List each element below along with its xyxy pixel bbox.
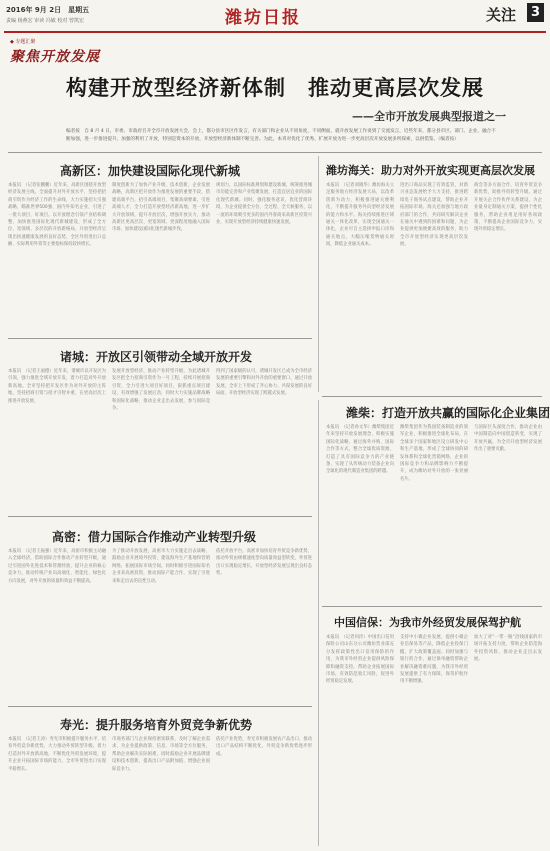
article-title-gaoxin: 高新区：加快建设国际化现代新城 xyxy=(60,164,241,178)
masthead-rule xyxy=(4,31,546,33)
article-title-customs: 潍坊海关：助力对外开放实现更高层次发展 xyxy=(326,164,535,177)
article-title-weichai: 潍柴：打造开放共赢的国际化企业集团 xyxy=(346,406,550,420)
column-divider xyxy=(318,610,319,846)
issue-date: 2016年 9月 2日 星期五 xyxy=(6,6,90,14)
article-column: 支持中小微企业发展，提供小微企业信保易等产品，降低企业投保门槛，扩大政策覆盖面。同时加强与银行的合作，通过保单融资帮助企业解决融资难问题，为我市外经贸发展提供了有力保障，保驾护航作用不断增强。 xyxy=(400,635,468,685)
page-headline: 构建开放型经济新体制 推动更高层次发展 xyxy=(66,75,484,100)
article-divider xyxy=(8,706,312,707)
article-column: 本报讯 （记者刘晓华）潍坊海关立足服务地方经济发展大局，以改革创新为动力，积极推进通关便利化，不断提升服务外向型经济发展的能力和水平。海关持续推进区域通关一体化改革，实现全国通关一体化，企业可自主选择申报口岸和通关地点，大幅压缩货物通关时间，降低企业通关成本。 xyxy=(326,183,394,248)
article-column: 加大了对“一带一路”沿线国家的市场开拓支持力度，帮助企业防范海外投资风险，推动企业走出去发展。 xyxy=(474,635,542,663)
article-column: 本报讯 （记者王福德）近年来，诸城市以开发区为引领，强力推进全域开放开发，着力打造对外开放新高地。全市坚持把开发区作为对外开放的主阵地，坚持招商引资与招才引智并重，在更高层次上推进开放发展。 xyxy=(8,369,106,404)
editor-credits: 责编 杨燕宏 审读 冯敏 校对 曾凯宏 xyxy=(6,18,84,24)
article-column: 得到了国家级的认可，诸城开发区已成为全市经济发展的重要引擎和对外开放的重要窗口，通过开放发展，全市上下形成了齐心协力、共谋发展的良好局面，开放型经济实现了跨越式发展。 xyxy=(216,369,312,397)
article-column: 潍柴集团作为我国装备制造业的领军企业，积极推进全球化布局，在全球多个国家和地区设立研发中心和生产基地，形成了全球协同的研发体系和全球化营销网络，企业的国际竞争力和品牌影响力不断提升，成为潍坊对外开放的一张亮丽名片。 xyxy=(400,425,468,482)
article-column: 本报讯 （记者王振强）近年来，高密市积极主动融入全球经济，借助国际合作推动产业转型升级，通过引进国外先进技术和管理经验，提升企业的核心竞争力，推动传统产业向高端化、智能化、绿色化方向发展，对外开放的质量和效益不断提高。 xyxy=(8,549,106,584)
section-name: 关注 xyxy=(486,6,517,24)
header-divider xyxy=(8,152,542,153)
masthead xyxy=(0,0,550,34)
article-column: 发展开放型经济，推动产业转型升级，为此诸城开发区把全力招商引资作为一号工程，持续开展招商引资，全力引进大项目好项目，狠抓重点项目建设，有效增强了发展后劲，同时大力实施品牌战略和国际化战略，推动企业走出去发展，参与国际竞争。 xyxy=(112,369,210,412)
article-column: 进出口商品实现了有效监管，对新兴业态发展给予大力支持，推进跨境电子商务试点建设，帮助企业开拓国际市场。海关还加强与地方政府部门的合作，共同研究解决企业在通关中遇到的困难和问题，为企业提供更加便捷高效的服务，助力全市开放型经济实现更高层次发展。 xyxy=(400,183,468,248)
article-divider xyxy=(322,396,542,397)
newspaper-logo: 潍坊日报 xyxy=(225,8,301,28)
feature-tag: ◆ 专题汇聚 xyxy=(10,39,36,45)
article-column: 为了推动开放发展，高密市大力实施走出去战略，鼓励企业开展境外投资，建设海外生产基地和营销网络，拓展国际市场空间，同时积极引进国际知名企业来高密投资，推动国际产能合作，实现了引进来和走出去的良性互动。 xyxy=(112,549,210,584)
column-divider xyxy=(318,156,319,392)
article-title-shouguang: 寿光：提升服务培育外贸竞争新优势 xyxy=(60,718,253,732)
editor-note: 编者按 自 8 月 4 日，市委、市政府召开全市开放发展大会，会上，都分县市区区作发言，有关部门和企业从不同角度，不同侧面，就开放发展工作谈到了交流发言，近些年来，都分县市区、部门、企业、融合不断加强，进一步推进提升，加强的利用了开放，特别是资本的开放，开放型经济新体制不断完善。为此，本刊对优化了优秀、扩展开放为进一步更高层次开放发展多所探索，以供借鉴。（编者按） xyxy=(66,129,496,142)
feature-kicker: 聚焦开放发展 xyxy=(10,49,100,65)
article-column: 依托产业优势，寿光市积极发展农产品出口，推动出口产品结构不断优化，外贸竞争新优势逐步形成。 xyxy=(216,737,312,757)
article-title-zhucheng: 诸城：开放区引领带动全域开放开发 xyxy=(60,350,253,364)
article-divider xyxy=(8,338,312,339)
article-column: 依托开放平台，高密市加快培育外贸竞争新优势，推动外贸由规模速度型向质量效益型转变，外贸进出口实现稳定增长，开放型经济发展呈现出良好态势。 xyxy=(216,549,312,577)
article-title-sinosure: 中国信保：为我市外经贸发展保驾护航 xyxy=(334,616,521,629)
article-title-gaomi: 高密：借力国际合作推动产业转型升级 xyxy=(52,530,257,544)
column-divider xyxy=(318,400,319,610)
article-column: 与国际巨头深度合作，推动企业由中国制造向中国创造转变，实现了开放共赢，为全市开放型经济发展作出了重要贡献。 xyxy=(474,425,542,453)
article-column: 本报讯 （记者何洋）中国出口信用保险公司山东分公司潍坊营业部充分发挥政策性出口信用保险的作用，为我市外经贸企业提供风险保障和融资支持，帮助企业拓展国际市场，有效防范收汇风险，促进外经贸稳定发展。 xyxy=(326,635,394,685)
page-subhead: ——全市开放发展典型报道之一 xyxy=(352,110,506,123)
article-column: 本报讯 （记者张鹏鹏）近年来，高新区围绕开放型经济发展主线，全面提升对外开放水平，坚持把招商引资作为经济工作的生命线，大力实施招大引强战略，瞄准世界500强、国内外知名企业，引进了一批大项目、好项目。以开放理念引领产业结构调整，加快推进国际化现代新城建设，形成了全方位、宽领域、多层次的开放新格局，开放型经济呈现出快速健康发展的良好态势，全区外贸进出口总额、实际利用外资等主要指标保持较快增长。 xyxy=(8,183,106,248)
article-divider xyxy=(322,606,542,607)
article-column: 本报讯 （记者孙文华）潍柴集团近年来坚持开放发展理念，积极实施国际化战略，通过海外并购、国际合作等方式，整合全球优质资源，打造了具有国际竞争力的产业链条，实现了从传统动力装备企业向全球化的现代制造业集团的跨越。 xyxy=(326,425,394,475)
page-number: 3 xyxy=(527,3,544,22)
article-column: 制度创新为了加快产业升级，技术创新，企业发展战略，高新区把开放作为推进发展的重要手段，搭建高端平台，招引高端项目，集聚高端要素，引进高端人才，全力打造开放型经济新高地，进一步扩大开放领域，提升开放层次，增强开放实力，推动高新区更高层次、更宽领域、更深程度地融入国际市场，加快建设国际化现代新城步伐。 xyxy=(112,183,210,233)
article-divider xyxy=(8,516,312,517)
article-column: 市商务部门与企业保持密切联系，及时了解企业需求，为企业提供政策、信息、市场等全方位服务，帮助企业解决实际困难，同时鼓励企业开展品牌建设和技术创新，提高出口产品附加值，增强企业国际竞争力。 xyxy=(112,737,210,772)
article-column: 本报讯 （记者王涛）寿光市积极提升服务水平，培育外贸竞争新优势，大力推动外贸转型升级，着力打造对外开放新高地，不断优化外贸发展环境，提升企业开拓国际市场的能力，全市外贸进出口实现平稳增长。 xyxy=(8,737,106,772)
article-column: 规划力，以国际标准规划和建设新城，统筹推进城市功能完善和产业集聚发展，打造宜居宜业的国际化现代新城。同时，强化服务意识，优化营商环境，为企业提供全方位、全过程、全天候服务，以一流的环境吸引更多的国内外客商来高新区投资兴业，实现开放型经济持续健康快速发展。 xyxy=(216,183,312,226)
article-column: 商会等多方面合作，培育外贸竞争新优势，助推外贸转型升级。通过开展关企合作伙伴关系建设，为企业量身定制通关方案，提供个性化服务，帮助企业用足用好各项政策，不断提高企业国际竞争力，实现外贸稳定增长。 xyxy=(474,183,542,233)
